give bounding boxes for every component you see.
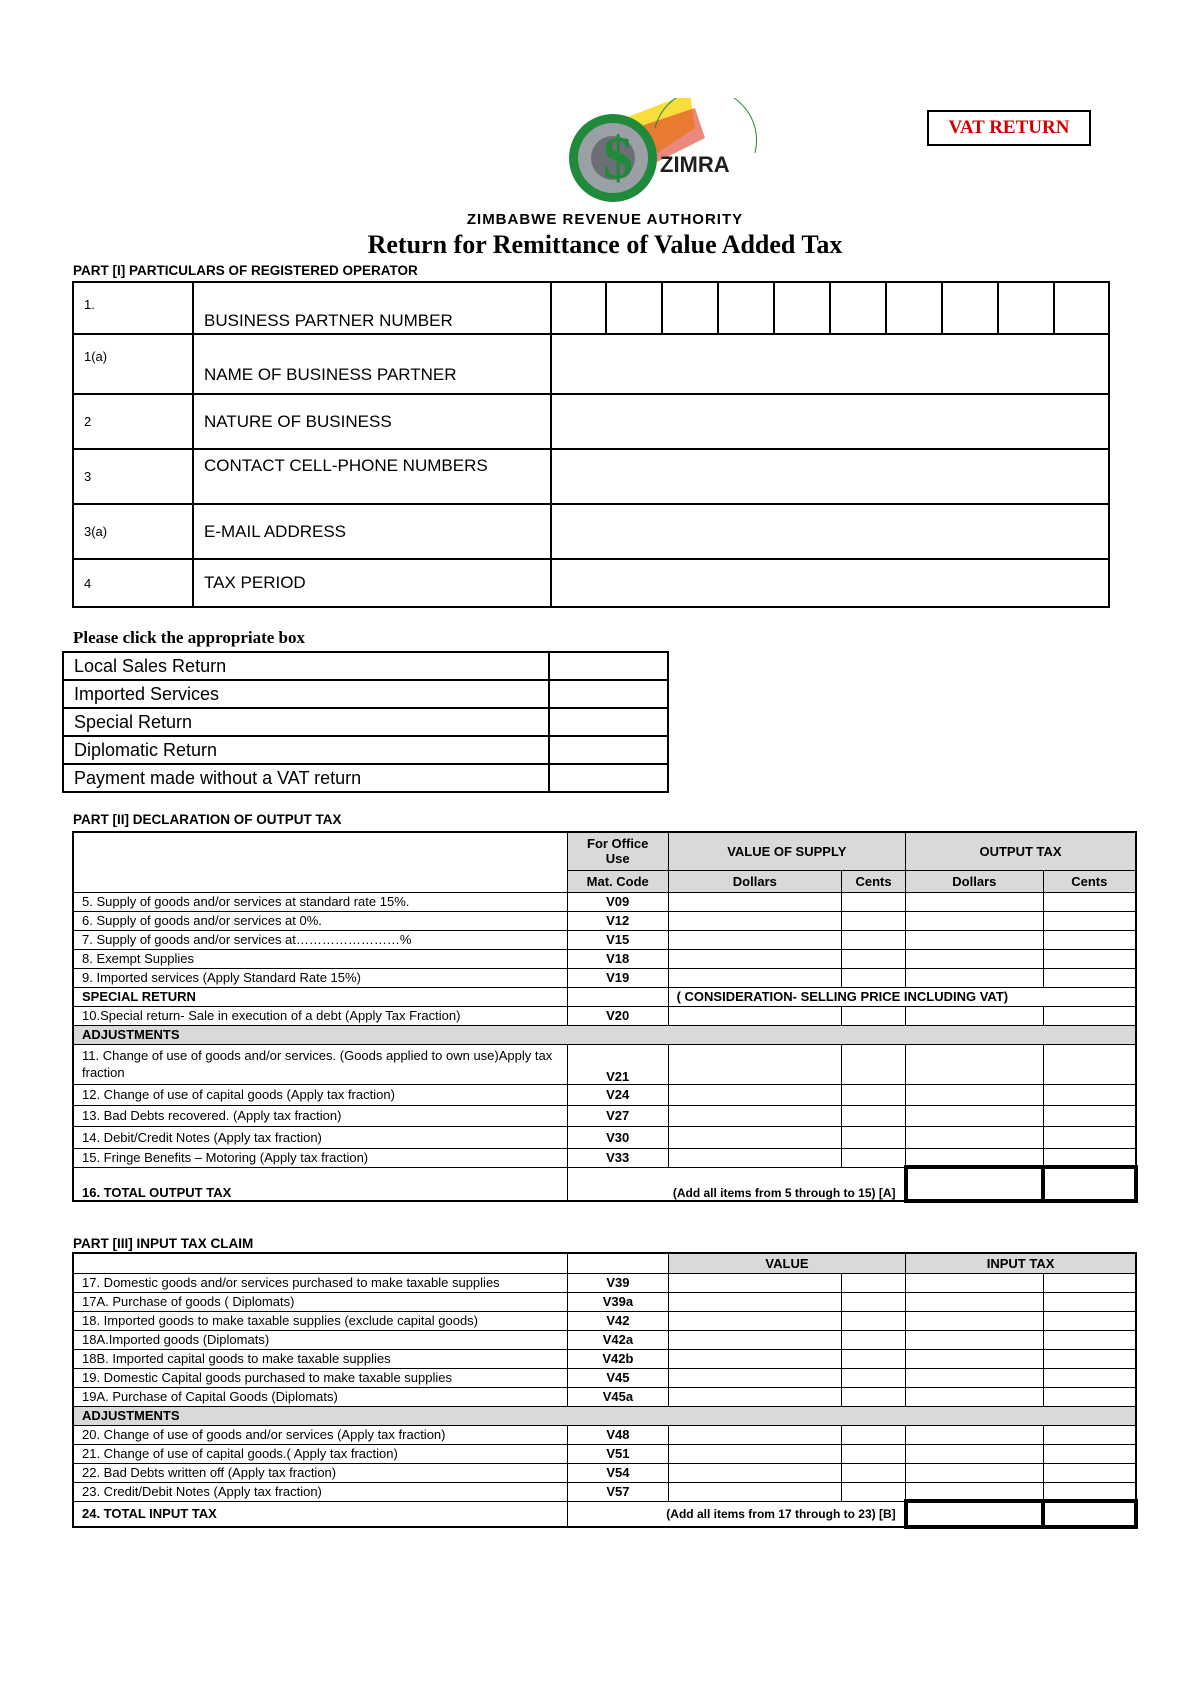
total-output-dollars-input[interactable] xyxy=(906,1167,1044,1201)
option-imported-services: Imported Services xyxy=(63,680,549,708)
tax-period-input[interactable] xyxy=(551,559,1109,607)
input-tax-table xyxy=(72,1252,1138,1529)
row-number: 1(a) xyxy=(73,334,193,394)
tax-cents-input[interactable] xyxy=(1043,1349,1136,1368)
return-type-table xyxy=(62,651,669,793)
value-cents-input[interactable] xyxy=(842,1330,906,1349)
tax-dollars-input[interactable] xyxy=(906,1006,1044,1025)
line-14-label: 14. Debit/Credit Notes (Apply tax fraction) xyxy=(73,1126,567,1148)
value-dollars-input[interactable] xyxy=(668,1482,841,1501)
tax-dollars-input[interactable] xyxy=(906,1368,1044,1387)
nature-of-business-label: NATURE OF BUSINESS xyxy=(193,394,551,449)
tax-cents-input[interactable] xyxy=(1043,1148,1136,1167)
value-dollars-input[interactable] xyxy=(668,1292,841,1311)
line-18b-code: V42b xyxy=(568,1349,669,1368)
particulars-table xyxy=(72,281,1110,608)
tax-dollars-input[interactable] xyxy=(906,1105,1044,1126)
line-10-label: 10.Special return- Sale in execution of a debt (Apply Tax Fraction) xyxy=(73,1006,567,1025)
value-dollars-input[interactable] xyxy=(668,1368,841,1387)
total-input-tax-label: 24. TOTAL INPUT TAX xyxy=(73,1501,568,1527)
value-cents-input[interactable] xyxy=(842,1311,906,1330)
tax-cents-input[interactable] xyxy=(1043,1292,1136,1311)
value-cents-input[interactable] xyxy=(842,1368,906,1387)
value-dollars-input[interactable] xyxy=(668,1084,841,1105)
adjustments-heading: ADJUSTMENTS xyxy=(73,1025,1136,1044)
tax-cents-input[interactable] xyxy=(1043,1387,1136,1406)
value-dollars-input[interactable] xyxy=(668,892,841,911)
tax-cents-input[interactable] xyxy=(1043,1006,1136,1025)
value-cents-input[interactable] xyxy=(842,911,906,930)
tax-dollars-input[interactable] xyxy=(906,1482,1044,1501)
total-output-note: (Add all items from 5 through to 15) [A] xyxy=(567,1167,905,1201)
line-13-code: V27 xyxy=(567,1105,668,1126)
nature-of-business-input[interactable] xyxy=(551,394,1109,449)
line-19-code: V45 xyxy=(568,1368,669,1387)
tax-dollars-input[interactable] xyxy=(906,1273,1044,1292)
row-number: 3(a) xyxy=(73,504,193,559)
line-19a-label: 19A. Purchase of Capital Goods (Diplomats) xyxy=(73,1387,568,1406)
value-dollars-input[interactable] xyxy=(668,911,841,930)
value-dollars-input[interactable] xyxy=(668,1444,841,1463)
tax-cents-input[interactable] xyxy=(1043,930,1136,949)
output-tax-table xyxy=(72,831,1138,1203)
value-dollars-input[interactable] xyxy=(668,1387,841,1406)
value-cents-input[interactable] xyxy=(842,1425,906,1444)
value-cents-input[interactable] xyxy=(842,968,906,987)
line-20-code: V48 xyxy=(568,1425,669,1444)
logo-wordmark: ZIMRA xyxy=(660,152,730,177)
tax-dollars-input[interactable] xyxy=(906,949,1044,968)
line-18-label: 18. Imported goods to make taxable supplies (exclude capital goods) xyxy=(73,1311,568,1330)
total-input-note: (Add all items from 17 through to 23) [B] xyxy=(568,1501,906,1527)
authority-name: ZIMBABWE REVENUE AUTHORITY xyxy=(466,211,744,228)
tax-cents-input[interactable] xyxy=(1043,1311,1136,1330)
value-dollars-input[interactable] xyxy=(668,968,841,987)
line-23-label: 23. Credit/Debit Notes (Apply tax fraction) xyxy=(73,1482,568,1501)
value-cents-input[interactable] xyxy=(842,1444,906,1463)
value-cents-input[interactable] xyxy=(842,1387,906,1406)
tax-dollars-input[interactable] xyxy=(906,1126,1044,1148)
line-18a-code: V42a xyxy=(568,1330,669,1349)
email-input[interactable] xyxy=(551,504,1109,559)
line-19-label: 19. Domestic Capital goods purchased to make taxable supplies xyxy=(73,1368,568,1387)
line-17-label: 17. Domestic goods and/or services purchased to make taxable supplies xyxy=(73,1273,568,1292)
line-8-code: V18 xyxy=(567,949,668,968)
total-output-cents-input[interactable] xyxy=(1043,1167,1136,1201)
consideration-note: ( CONSIDERATION- SELLING PRICE INCLUDING VAT) xyxy=(668,987,1136,1006)
tax-cents-input[interactable] xyxy=(1043,1084,1136,1105)
line-17a-label: 17A. Purchase of goods ( Diplomats) xyxy=(73,1292,568,1311)
line-13-label: 13. Bad Debts recovered. (Apply tax fraction) xyxy=(73,1105,567,1126)
value-dollars-input[interactable] xyxy=(668,1273,841,1292)
tax-cents-input[interactable] xyxy=(1043,949,1136,968)
line-10-code: V20 xyxy=(567,1006,668,1025)
tax-dollars-input[interactable] xyxy=(906,892,1044,911)
line-22-code: V54 xyxy=(568,1463,669,1482)
tax-cents-input[interactable] xyxy=(1043,968,1136,987)
value-dollars-input[interactable] xyxy=(668,1006,841,1025)
line-12-label: 12. Change of use of capital goods (Apply tax fraction) xyxy=(73,1084,567,1105)
diplomatic-return-checkbox[interactable] xyxy=(549,736,668,764)
line-9-label: 9. Imported services (Apply Standard Rate 15%) xyxy=(73,968,567,987)
input-tax-header: INPUT TAX xyxy=(906,1253,1136,1273)
business-partner-name-label: NAME OF BUSINESS PARTNER xyxy=(193,334,551,394)
local-sales-checkbox[interactable] xyxy=(549,652,668,680)
tax-dollars-input[interactable] xyxy=(906,1148,1044,1167)
value-cents-input[interactable] xyxy=(842,1006,906,1025)
tax-dollars-input[interactable] xyxy=(906,1444,1044,1463)
value-cents-input[interactable] xyxy=(842,1084,906,1105)
option-payment-without-return: Payment made without a VAT return xyxy=(63,764,549,792)
line-15-label: 15. Fringe Benefits – Motoring (Apply tax fraction) xyxy=(73,1148,567,1167)
line-11-label: 11. Change of use of goods and/or services. (Goods applied to own use)Apply tax fraction xyxy=(73,1044,567,1084)
tax-dollars-input[interactable] xyxy=(906,968,1044,987)
value-cents-input[interactable] xyxy=(842,1463,906,1482)
svg-text:$: $ xyxy=(603,125,633,191)
bp-name-input[interactable] xyxy=(551,334,1109,394)
value-cents-input[interactable] xyxy=(842,949,906,968)
business-partner-number-label: BUSINESS PARTNER NUMBER xyxy=(193,282,551,334)
line-18b-label: 18B. Imported capital goods to make taxable supplies xyxy=(73,1349,568,1368)
tax-cents-input[interactable] xyxy=(1043,911,1136,930)
line-18a-label: 18A.Imported goods (Diplomats) xyxy=(73,1330,568,1349)
value-dollars-input[interactable] xyxy=(668,949,841,968)
value-dollars-input[interactable] xyxy=(668,1044,841,1084)
line-17a-code: V39a xyxy=(568,1292,669,1311)
tax-dollars-input[interactable] xyxy=(906,930,1044,949)
return-type-prompt: Please click the appropriate box xyxy=(73,628,305,647)
value-dollars-input[interactable] xyxy=(668,1311,841,1330)
total-input-cents-input[interactable] xyxy=(1043,1501,1136,1527)
option-local-sales: Local Sales Return xyxy=(63,652,549,680)
special-return-checkbox[interactable] xyxy=(549,708,668,736)
line-6-label: 6. Supply of goods and/or services at 0%. xyxy=(73,911,567,930)
line-7-label: 7. Supply of goods and/or services at……………………% xyxy=(73,930,567,949)
tax-dollars-input[interactable] xyxy=(906,1311,1044,1330)
line-11-code: V21 xyxy=(567,1044,668,1084)
row-number: 2 xyxy=(73,394,193,449)
row-number: 3 xyxy=(73,449,193,504)
value-dollars-input[interactable] xyxy=(668,1105,841,1126)
tax-cents-input[interactable] xyxy=(1043,892,1136,911)
tax-cents-input[interactable] xyxy=(1043,1126,1136,1148)
cents-header: Cents xyxy=(842,870,906,892)
value-cents-input[interactable] xyxy=(842,1044,906,1084)
line-19a-code: V45a xyxy=(568,1387,669,1406)
value-of-supply-header: VALUE OF SUPPLY xyxy=(668,832,905,870)
line-21-label: 21. Change of use of capital goods.( Apply tax fraction) xyxy=(73,1444,568,1463)
tax-dollars-input[interactable] xyxy=(906,1463,1044,1482)
tax-dollars-input[interactable] xyxy=(906,1349,1044,1368)
tax-dollars-input[interactable] xyxy=(906,1425,1044,1444)
adjustments-heading: ADJUSTMENTS xyxy=(73,1406,1136,1425)
tax-period-label: TAX PERIOD xyxy=(193,559,551,607)
tax-dollars-input[interactable] xyxy=(906,1387,1044,1406)
line-23-code: V57 xyxy=(568,1482,669,1501)
contact-phone-input[interactable] xyxy=(551,449,1109,504)
tax-dollars-input[interactable] xyxy=(906,1084,1044,1105)
value-dollars-input[interactable] xyxy=(668,1126,841,1148)
line-7-code: V15 xyxy=(567,930,668,949)
tax-dollars-input[interactable] xyxy=(906,1292,1044,1311)
line-18-code: V42 xyxy=(568,1311,669,1330)
line-9-code: V19 xyxy=(567,968,668,987)
line-17-code: V39 xyxy=(568,1273,669,1292)
value-dollars-input[interactable] xyxy=(668,1148,841,1167)
value-cents-input[interactable] xyxy=(842,930,906,949)
tax-cents-input[interactable] xyxy=(1043,1044,1136,1084)
line-14-code: V30 xyxy=(567,1126,668,1148)
imported-services-checkbox[interactable] xyxy=(549,680,668,708)
line-12-code: V24 xyxy=(567,1084,668,1105)
dollars-header: Dollars xyxy=(668,870,841,892)
payment-without-return-checkbox[interactable] xyxy=(549,764,668,792)
line-8-label: 8. Exempt Supplies xyxy=(73,949,567,968)
line-15-code: V33 xyxy=(567,1148,668,1167)
line-6-code: V12 xyxy=(567,911,668,930)
line-5-label: 5. Supply of goods and/or services at standard rate 15%. xyxy=(73,892,567,911)
tax-cents-input[interactable] xyxy=(1043,1463,1136,1482)
contact-phone-label: CONTACT CELL-PHONE NUMBERS xyxy=(193,449,551,504)
bp-number-input[interactable] xyxy=(551,282,1109,334)
tax-cents-input[interactable] xyxy=(1043,1330,1136,1349)
line-22-label: 22. Bad Debts written off (Apply tax fraction) xyxy=(73,1463,568,1482)
tax-cents-input[interactable] xyxy=(1043,1444,1136,1463)
total-output-tax-label: 16. TOTAL OUTPUT TAX xyxy=(73,1167,567,1201)
tax-cents-input[interactable] xyxy=(1043,1273,1136,1292)
option-diplomatic-return: Diplomatic Return xyxy=(63,736,549,764)
tax-cents-input[interactable] xyxy=(1043,1482,1136,1501)
special-return-heading: SPECIAL RETURN xyxy=(73,987,567,1006)
value-cents-input[interactable] xyxy=(842,1148,906,1167)
value-cents-input[interactable] xyxy=(842,1349,906,1368)
form-title: Return for Remittance of Value Added Tax xyxy=(367,230,843,259)
part3-heading: PART [III] INPUT TAX CLAIM xyxy=(73,1236,254,1251)
tax-dollars-input[interactable] xyxy=(906,1330,1044,1349)
dollars-header: Dollars xyxy=(906,870,1044,892)
total-input-dollars-input[interactable] xyxy=(906,1501,1044,1527)
value-dollars-input[interactable] xyxy=(668,930,841,949)
cents-header: Cents xyxy=(1043,870,1136,892)
value-cents-input[interactable] xyxy=(842,1482,906,1501)
value-dollars-input[interactable] xyxy=(668,1425,841,1444)
line-20-label: 20. Change of use of goods and/or services (Apply tax fraction) xyxy=(73,1425,568,1444)
tax-cents-input[interactable] xyxy=(1043,1425,1136,1444)
value-cents-input[interactable] xyxy=(842,1126,906,1148)
value-dollars-input[interactable] xyxy=(668,1330,841,1349)
option-special-return: Special Return xyxy=(63,708,549,736)
tax-dollars-input[interactable] xyxy=(906,1044,1044,1084)
value-cents-input[interactable] xyxy=(842,1105,906,1126)
value-cents-input[interactable] xyxy=(842,1292,906,1311)
value-dollars-input[interactable] xyxy=(668,1349,841,1368)
line-21-code: V51 xyxy=(568,1444,669,1463)
part1-heading: PART [I] PARTICULARS OF REGISTERED OPERATOR xyxy=(73,263,418,278)
value-cents-input[interactable] xyxy=(842,1273,906,1292)
vat-return-badge: VAT RETURN xyxy=(927,110,1091,146)
part2-heading: PART [II] DECLARATION OF OUTPUT TAX xyxy=(73,812,342,827)
value-dollars-input[interactable] xyxy=(668,1463,841,1482)
row-number: 1. xyxy=(73,282,193,334)
output-tax-header: OUTPUT TAX xyxy=(906,832,1137,870)
value-header: VALUE xyxy=(668,1253,905,1273)
tax-dollars-input[interactable] xyxy=(906,911,1044,930)
tax-cents-input[interactable] xyxy=(1043,1105,1136,1126)
line-5-code: V09 xyxy=(567,892,668,911)
row-number: 4 xyxy=(73,559,193,607)
value-cents-input[interactable] xyxy=(842,892,906,911)
tax-cents-input[interactable] xyxy=(1043,1368,1136,1387)
mat-code-header: Mat. Code xyxy=(567,870,668,892)
email-label: E-MAIL ADDRESS xyxy=(193,504,551,559)
office-use-header: For Office Use xyxy=(567,832,668,870)
